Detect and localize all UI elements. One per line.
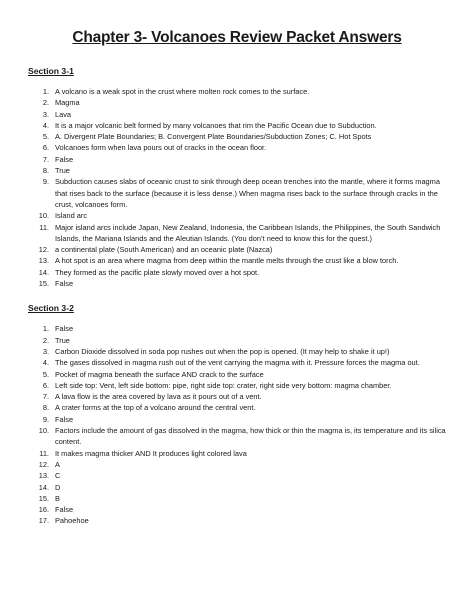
list-item-number: 3. [42, 109, 49, 119]
list-item [28, 222, 446, 245]
list-item [28, 97, 446, 108]
list-item-text: Island arc [55, 211, 88, 221]
list-item [28, 255, 446, 266]
list-item-number: 14. [38, 482, 49, 492]
list-item-text: Left side top: Vent, left side bottom: pipe, right side top: crater, right side very bottom: magma chamber. [55, 380, 392, 390]
list-item [28, 346, 446, 357]
list-item-text: A. Divergent Plate Boundaries; B. Convergent Plate Boundaries/Subduction Zones; C. Hot Spots [55, 132, 372, 142]
list-item-text: Pahoehoe [55, 516, 89, 526]
list-item-text: D [55, 482, 61, 492]
list-item [28, 109, 446, 120]
list-item-number: 8. [42, 166, 49, 176]
list-item-number: 1. [42, 324, 49, 334]
list-item-text: True [55, 166, 70, 176]
list-item [28, 176, 446, 210]
list-item [28, 504, 446, 515]
list-item-number: 3. [42, 346, 49, 356]
list-item-text: It makes magma thicker AND It produces light colored lava [55, 448, 247, 458]
list-item [28, 470, 446, 481]
section-heading: Section 3-1 [28, 66, 74, 76]
list-item [28, 369, 446, 380]
section-heading: Section 3-2 [28, 303, 74, 314]
list-item [28, 335, 446, 346]
list-item-number: 4. [42, 120, 49, 130]
list-item-number: 13. [38, 256, 49, 266]
list-item-number: 5. [42, 369, 49, 379]
answer-list-section-3-1 [28, 86, 446, 289]
list-item [28, 380, 446, 391]
list-item-number: 2. [42, 335, 49, 345]
list-item-number: 10. [38, 426, 49, 436]
list-item-number: 7. [42, 392, 49, 402]
list-item-number: 1. [42, 87, 49, 96]
list-item-text: A [55, 459, 60, 469]
list-item-number: 11. [39, 222, 49, 232]
list-item-text: A lava flow is the area covered by lava as it pours out of a vent. [55, 392, 262, 402]
list-item-text: C [55, 471, 61, 481]
list-item-number: 14. [38, 267, 49, 277]
list-item-number: 7. [42, 154, 49, 164]
list-item [28, 131, 446, 142]
list-item [28, 448, 446, 459]
page-title: Chapter 3- Volcanoes Review Packet Answers [72, 29, 402, 46]
list-item [28, 278, 446, 289]
list-item-text: Volcanoes form when lava pours out of cracks in the ocean floor. [55, 143, 267, 153]
list-item-text: False [55, 414, 74, 424]
list-item [28, 244, 446, 255]
list-item-number: 8. [42, 403, 49, 413]
list-item [28, 323, 446, 334]
list-item-number: 17. [38, 516, 49, 526]
list-item-text: It is a major volcanic belt formed by many volcanoes that rim the Pacific Ocean due to Subduction. [55, 120, 377, 130]
list-item-text: They formed as the pacific plate slowly moved over a hot spot. [55, 267, 260, 277]
list-item [28, 391, 446, 402]
list-item-text: False [55, 505, 74, 515]
answer-list-section-3-2 [28, 323, 446, 526]
list-item-text: Subduction causes slabs of oceanic crust to sink through deep ocean trenches into the mantle, where it forms magma that rises back to the surface (because it is less dense.) When magma rises back to the surface through cracks in the crust, volcanoes form. [55, 177, 440, 209]
list-item-number: 9. [42, 177, 49, 187]
list-item [28, 120, 446, 131]
list-item [28, 357, 446, 368]
list-item-number: 2. [42, 98, 49, 108]
list-item-text: Factors include the amount of gas dissolved in the magma, how thick or thin the magma is, its temperature and its silica content. [55, 426, 446, 447]
list-item-number: 11. [39, 448, 49, 458]
list-item-text: False [55, 154, 74, 164]
list-item-text: False [55, 279, 74, 289]
list-item-text: Lava [55, 109, 72, 119]
list-item-text: Major island arcs include Japan, New Zealand, Indonesia, the Caribbean Islands, the Philippines, the South Sandwich Islands, the Mariana Islands and the Aleutian Islands. (You don’t need to know this for the quest.) [55, 222, 441, 243]
list-item [28, 414, 446, 425]
list-item [28, 210, 446, 221]
list-item [28, 515, 446, 526]
list-item-number: 6. [42, 380, 49, 390]
list-item [28, 493, 446, 504]
list-item-number: 10. [38, 211, 49, 221]
list-item-text: False [55, 324, 74, 334]
list-item-text: The gases dissolved in magma rush out of the vent carrying the magma with it. Pressure forces the magma out. [55, 358, 420, 368]
list-item-text: A crater forms at the top of a volcano around the central vent. [55, 403, 256, 413]
list-item-text: A volcano is a weak spot in the crust where molten rock comes to the surface. [55, 87, 310, 96]
list-item-text: Carbon Dioxide dissolved in soda pop rushes out when the pop is opened. (It may help to shake it up!) [55, 346, 390, 356]
list-item [28, 86, 446, 97]
list-item [28, 165, 446, 176]
list-item [28, 482, 446, 493]
list-item-number: 15. [38, 493, 49, 503]
list-item-number: 12. [38, 245, 49, 255]
list-item-number: 12. [38, 459, 49, 469]
list-item-number: 5. [42, 132, 49, 142]
list-item-text: a continental plate (South American) and an oceanic plate (Nazca) [55, 245, 273, 255]
list-item-text: Magma [55, 98, 80, 108]
list-item [28, 425, 446, 448]
list-item-text: B [55, 493, 60, 503]
list-item [28, 267, 446, 278]
list-item-number: 6. [42, 143, 49, 153]
list-item-number: 16. [38, 505, 49, 515]
list-item-text: Pocket of magma beneath the surface AND crack to the surface [55, 369, 264, 379]
list-item-number: 15. [38, 279, 49, 289]
list-item-text: A hot spot is an area where magma from deep within the mantle melts through the crust like a blow torch. [55, 256, 399, 266]
list-item-text: True [55, 335, 70, 345]
list-item [28, 142, 446, 153]
list-item-number: 9. [42, 414, 49, 424]
list-item [28, 154, 446, 165]
list-item-number: 4. [42, 358, 49, 368]
list-item-number: 13. [38, 471, 49, 481]
list-item [28, 402, 446, 413]
list-item [28, 459, 446, 470]
